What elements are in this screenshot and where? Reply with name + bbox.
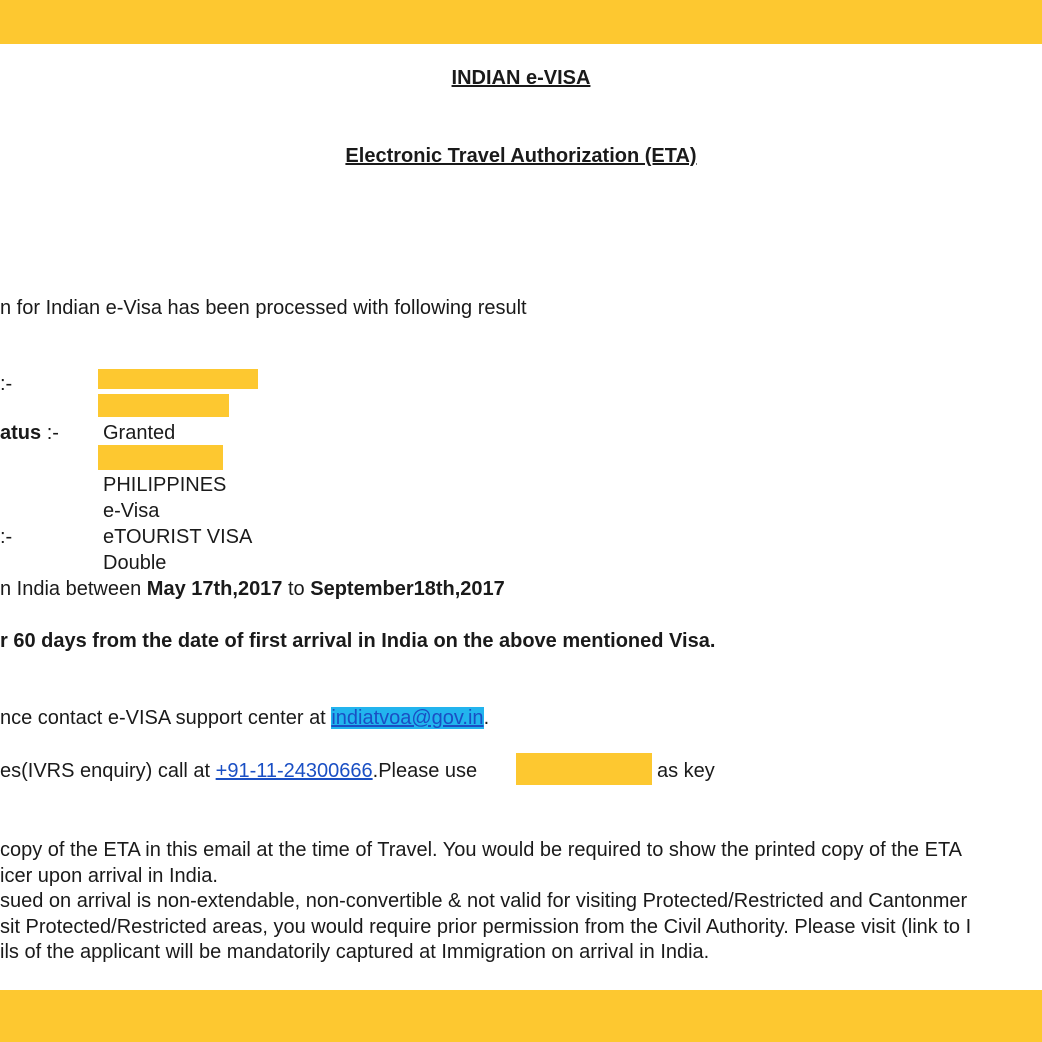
entries-value: Double [103,552,167,574]
visa-document [0,44,1042,990]
status-separator: :- [46,422,59,444]
note-line-3: sued on arrival is non-extendable, non-convertible & not valid for visiting Protected/Restricted and Cantonmer [0,890,968,912]
document-subtitle: Electronic Travel Authorization (ETA) [345,145,697,167]
ivrs-middle: .Please use [372,760,478,782]
status-label [0,421,59,445]
document-title: INDIAN e-VISA [451,67,591,89]
ivrs-line [0,759,477,783]
status-label-text: atus [0,422,42,444]
validity-end-date: September18th,2017 [310,578,505,600]
field-label-type: :- [0,526,13,548]
note-line-2: icer upon arrival in India. [0,865,218,887]
support-prefix: nce contact e-VISA support center at [0,707,326,729]
validity-prefix: n India between [0,578,142,600]
ivrs-prefix: es(IVRS enquiry) call at [0,760,211,782]
visa-type-value: eTOURIST VISA [103,526,253,548]
visa-kind-value: e-Visa [103,500,160,522]
note-line-1: copy of the ETA in this email at the time of Travel. You would be required to show the printed copy of the ETA [0,839,963,861]
nationality-value: PHILIPPINES [103,474,227,496]
validity-line [0,577,505,601]
support-email-link[interactable]: indiatvoa@gov.in [331,707,484,729]
note-line-5: ils of the applicant will be mandatorily captured at Immigration on arrival in India. [0,941,710,963]
field-label-1: :- [0,373,13,395]
stay-notice: r 60 days from the date of first arrival in India on the above mentioned Visa. [0,630,716,652]
redaction-block-2 [98,394,229,417]
note-line-4: sit Protected/Restricted areas, you would require prior permission from the Civil Authority. Please visit (link to I [0,916,972,938]
redaction-block-4 [516,753,652,785]
support-line [0,706,489,730]
top-yellow-band [0,0,1042,44]
ivrs-phone-link[interactable]: +91-11-24300666 [215,760,373,782]
status-value: Granted [103,422,176,444]
support-suffix: . [483,707,490,729]
ivrs-suffix: as key [657,760,715,782]
redaction-block-1 [98,369,258,389]
intro-text: n for Indian e-Visa has been processed with following result [0,297,527,319]
bottom-yellow-band [0,990,1042,1042]
validity-to: to [288,578,305,600]
validity-start-date: May 17th,2017 [146,578,283,600]
redaction-block-3 [98,445,223,470]
